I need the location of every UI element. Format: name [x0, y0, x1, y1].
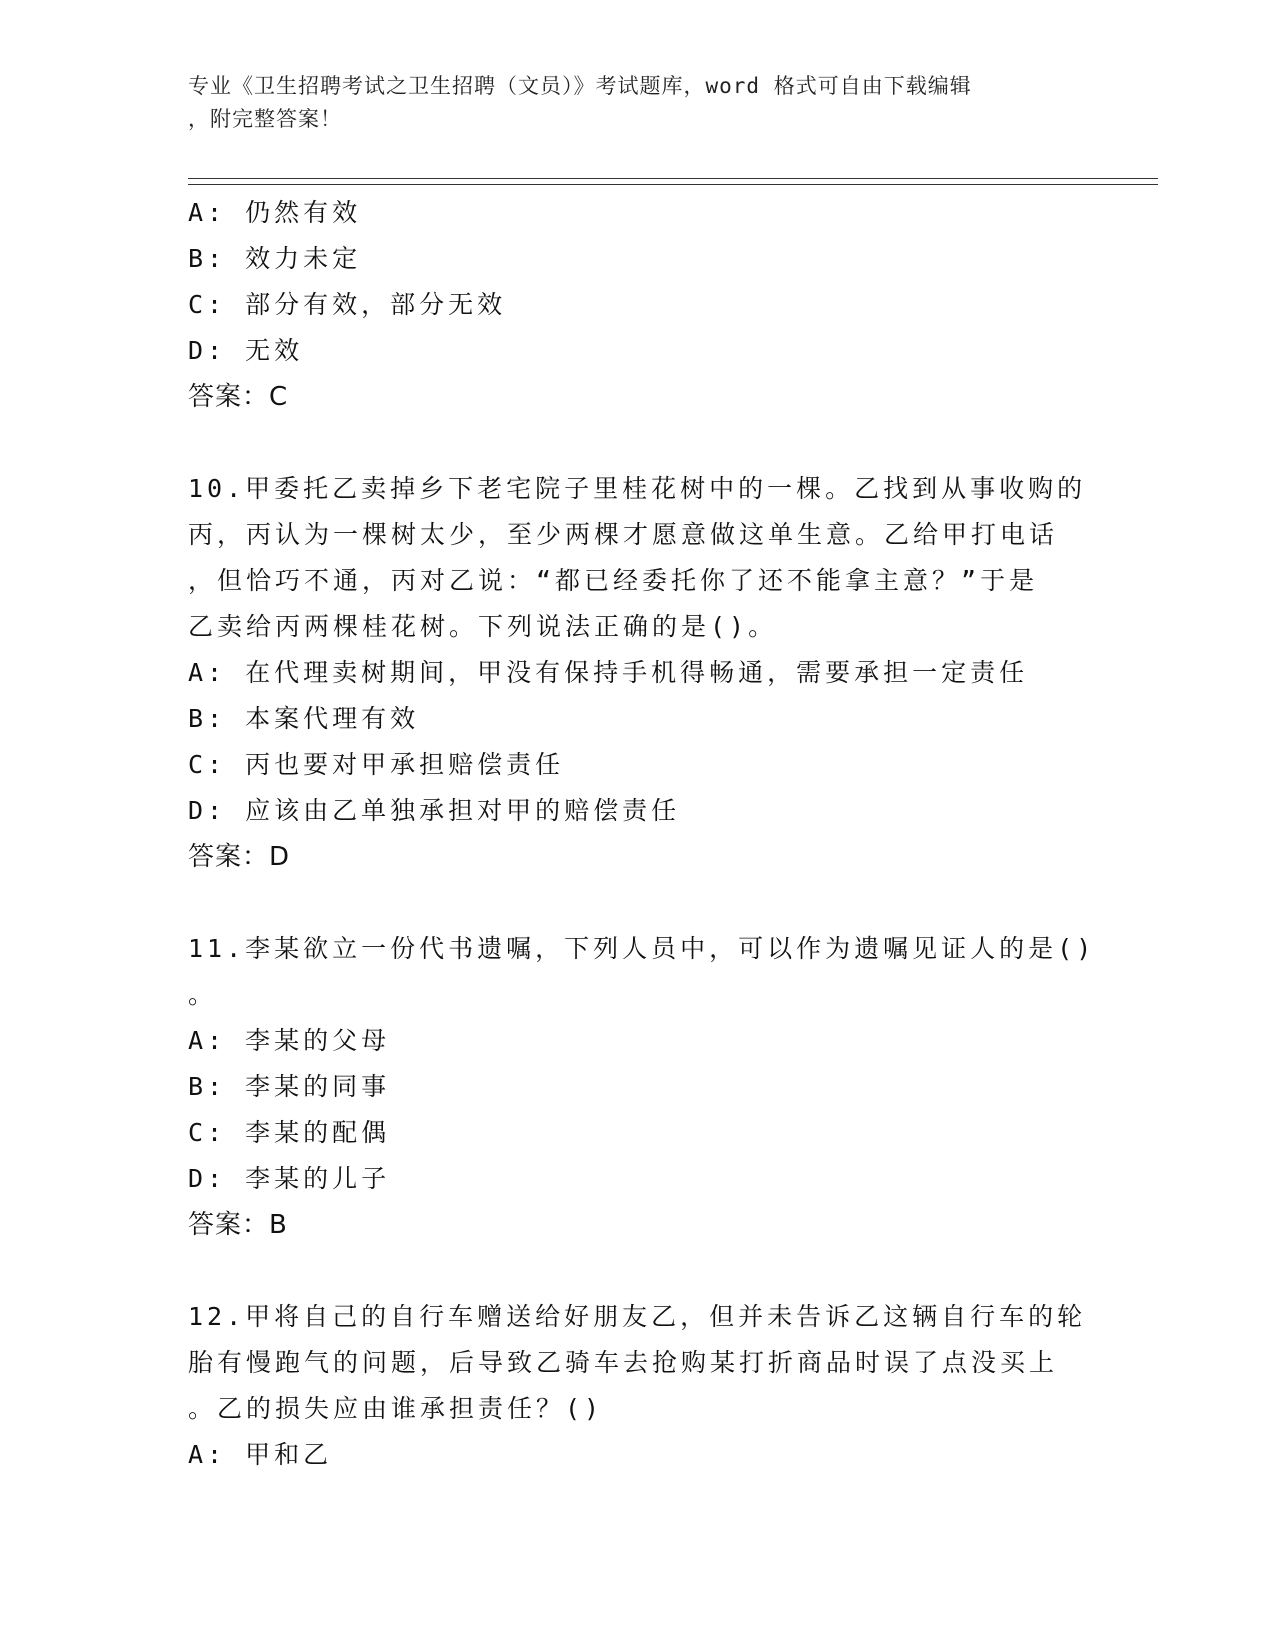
option-c: C: 部分有效，部分无效	[188, 290, 507, 319]
question-9-block	[188, 190, 1088, 420]
question-stem-line: 。	[188, 980, 218, 1009]
question-stem-line: 丙，丙认为一棵树太少，至少两棵才愿意做这单生意。乙给甲打电话	[188, 520, 1059, 549]
option-c: C: 丙也要对甲承担赔偿责任	[188, 750, 565, 779]
answer-line: 答案：D	[188, 842, 291, 872]
option-a: A: 李某的父母	[188, 1026, 391, 1055]
answer-line: 答案：B	[188, 1210, 288, 1240]
question-stem-line: 11.李某欲立一份代书遗嘱，下列人员中，可以作为遗嘱见证人的是()	[188, 934, 1096, 963]
document-header	[188, 70, 1068, 136]
option-d: D: 无效	[188, 336, 304, 365]
question-stem-line: 10.甲委托乙卖掉乡下老宅院子里桂花树中的一棵。乙找到从事收购的	[188, 474, 1087, 503]
question-11-block	[188, 926, 1096, 1248]
option-b: B: 李某的同事	[188, 1072, 391, 1101]
option-a: A: 仍然有效	[188, 198, 362, 227]
header-divider-top	[188, 178, 1158, 179]
option-b: B: 效力未定	[188, 244, 362, 273]
header-line-1: 专业《卫生招聘考试之卫生招聘（文员）》考试题库，word 格式可自由下载编辑	[188, 74, 972, 98]
question-stem-line: 。乙的损失应由谁承担责任？()	[188, 1394, 604, 1423]
question-10-block	[188, 466, 1088, 880]
question-stem-line: 胎有慢跑气的问题，后导致乙骑车去抢购某打折商品时误了点没买上	[188, 1348, 1059, 1377]
header-divider-bottom	[188, 184, 1158, 185]
spacer	[188, 420, 1088, 466]
option-b: B: 本案代理有效	[188, 704, 420, 733]
spacer	[188, 880, 1088, 926]
option-a: A: 甲和乙	[188, 1440, 333, 1469]
option-a: A: 在代理卖树期间，甲没有保持手机得畅通，需要承担一定责任	[188, 658, 1029, 687]
question-stem-line: 12.甲将自己的自行车赠送给好朋友乙，但并未告诉乙这辆自行车的轮	[188, 1302, 1087, 1331]
question-stem-line: ，但恰巧不通，丙对乙说：“都已经委托你了还不能拿主意？”于是	[188, 566, 1039, 595]
option-d: D: 应该由乙单独承担对甲的赔偿责任	[188, 796, 681, 825]
question-list	[188, 190, 1096, 1478]
spacer	[188, 1248, 1088, 1294]
header-line-2: ，附完整答案！	[188, 107, 342, 131]
option-d: D: 李某的儿子	[188, 1164, 391, 1193]
option-c: C: 李某的配偶	[188, 1118, 391, 1147]
question-stem-line: 乙卖给丙两棵桂花树。下列说法正确的是()。	[188, 612, 778, 641]
question-12-block	[188, 1294, 1088, 1478]
answer-line: 答案：C	[188, 382, 289, 412]
